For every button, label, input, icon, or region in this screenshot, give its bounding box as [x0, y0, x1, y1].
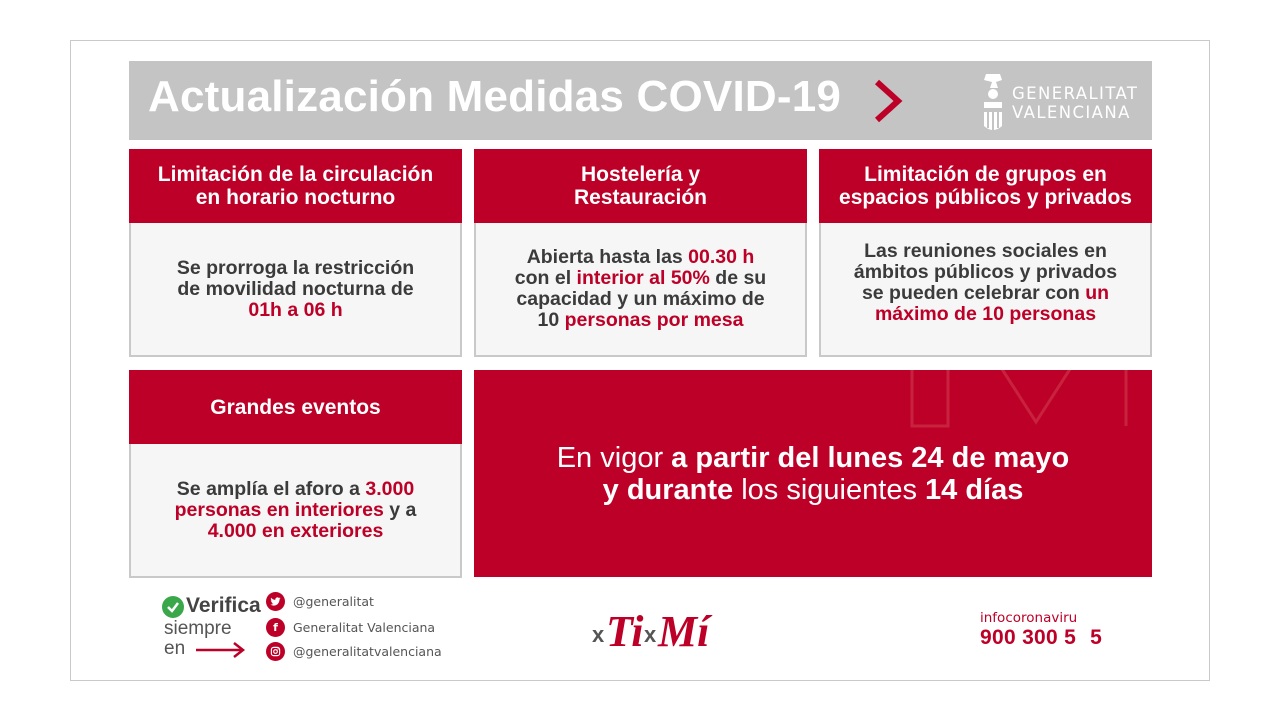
- verify-title: Verifica: [186, 594, 261, 617]
- banner-text-regular: En vigor: [556, 442, 672, 474]
- banner-text: [474, 442, 1152, 506]
- card-title: [474, 149, 807, 223]
- verify-line-3: en: [164, 638, 186, 659]
- card-title-text: Hostelería y Restauración: [573, 163, 708, 209]
- instagram-icon: [266, 642, 285, 661]
- decorative-watermark: [910, 370, 1152, 430]
- card-night-circulation: [129, 149, 462, 357]
- card-highlight: 00.30 h: [688, 246, 755, 268]
- card-highlight: un máximo de 10 personas: [874, 282, 1110, 325]
- banner-text-bold: a partir del lunes 24 de mayo: [671, 442, 1070, 474]
- campaign-mi: Mí: [658, 607, 710, 656]
- logo-line-1: GENERALITAT: [1012, 84, 1139, 103]
- social-facebook[interactable]: [266, 618, 435, 637]
- card-highlight: personas por mesa: [564, 309, 744, 331]
- card-hospitality: [474, 149, 807, 357]
- check-circle-icon: [162, 596, 184, 618]
- card-text: Abierta hasta las: [526, 246, 689, 268]
- card-highlight: 4.000 en exteriores: [207, 519, 384, 542]
- card-title: Limitación de grupos en espacios públicos y privados: [819, 149, 1152, 223]
- logo-line-2: VALENCIANA: [1012, 103, 1131, 122]
- card-highlight: interior al 50%: [576, 267, 710, 289]
- card-body: [821, 223, 1150, 355]
- social-twitter[interactable]: [266, 592, 374, 611]
- card-highlight: 01h a 06 h: [248, 298, 343, 321]
- generalitat-logo-text: [1012, 84, 1138, 122]
- card-text: Se prorroga la restricción de movilidad nocturna de: [176, 256, 415, 300]
- card-body: [476, 223, 805, 355]
- facebook-icon: f: [266, 618, 285, 637]
- card-text: de su capacidad y un máximo de 10: [516, 267, 767, 331]
- card-highlight: 3.000 personas en interiores: [174, 477, 415, 521]
- info-website: infocoronaviru: [980, 610, 1078, 626]
- campaign-x-2: x: [644, 622, 657, 647]
- card-body: [131, 444, 460, 576]
- phone-number: 900 300 5: [980, 626, 1077, 649]
- banner-text-bold: 14 días: [925, 474, 1024, 506]
- campaign-ti: Ti: [606, 607, 644, 656]
- card-group-limits: [819, 149, 1152, 357]
- social-instagram[interactable]: [266, 642, 442, 661]
- banner-text-bold: y durante: [602, 474, 734, 506]
- facebook-handle: Generalitat Valenciana: [293, 620, 436, 635]
- card-body: [131, 223, 460, 355]
- campaign-x-1: x: [592, 622, 605, 647]
- info-phone: [980, 626, 1118, 650]
- verify-line-2: siempre: [164, 618, 232, 639]
- card-title: Limitación de la circulación en horario nocturno: [129, 149, 462, 223]
- card-text: Las reuniones sociales en ámbitos públicos y privados se pueden celebrar con: [853, 240, 1118, 304]
- arrow-right-icon: [196, 640, 246, 660]
- banner-text-regular: los siguientes: [733, 474, 925, 506]
- card-large-events: [129, 370, 462, 578]
- chevron-right-icon: [868, 76, 908, 126]
- card-title: Grandes eventos: [129, 370, 462, 444]
- twitter-icon: [266, 592, 285, 611]
- page-title: Actualización Medidas COVID-19: [148, 72, 842, 121]
- effective-date-banner: [474, 370, 1152, 577]
- phone-number-tail: 5: [1090, 626, 1103, 649]
- instagram-handle: @generalitatvalenciana: [293, 644, 442, 659]
- card-text: Se amplía el aforo a: [176, 477, 366, 500]
- xtixmi-campaign-logo: [590, 596, 730, 658]
- card-text: con el: [514, 267, 577, 289]
- card-text: y a: [383, 498, 417, 521]
- twitter-handle: @generalitat: [293, 594, 374, 609]
